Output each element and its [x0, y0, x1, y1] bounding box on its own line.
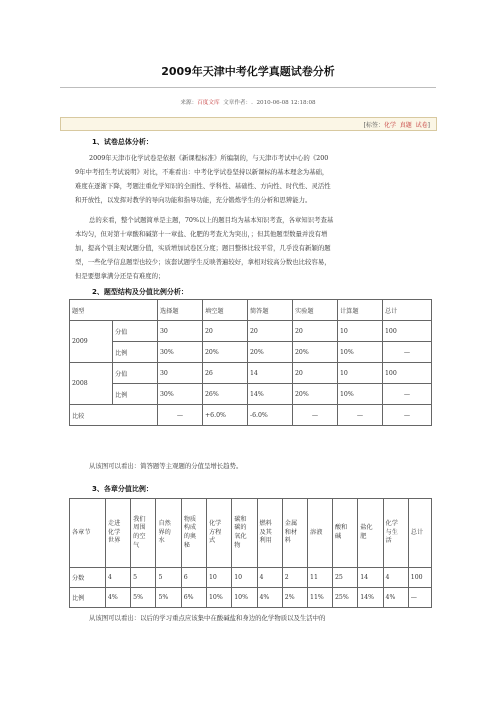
tag-list — [364, 120, 430, 129]
para1-line: 难度在逐渐下降，考题注重化学知识的全面性、学科性、基础性、方向性、时代性、灵活性 — [75, 182, 331, 191]
value-cell: 25 — [332, 568, 357, 588]
header-cell: 自然界的水 — [156, 499, 181, 568]
source-link[interactable]: 百度文库 — [197, 100, 220, 106]
publish-date: 2010-06-08 12:18:08 — [256, 100, 316, 106]
header-cell: 走进化学世界 — [105, 499, 130, 568]
section3-note: 从该图可以看出：以后的学习重点应该集中在酸碱盐和身边的化学物质以及生活中的 — [89, 614, 326, 622]
value-cell: 11 — [308, 568, 333, 588]
section1-paragraph1 — [75, 151, 431, 207]
value-cell: 4% — [257, 588, 282, 608]
table-header-row — [70, 300, 432, 321]
value-cell: 2% — [282, 588, 307, 608]
value-cell: 5 — [156, 568, 181, 588]
row-label: 分值 — [113, 363, 158, 384]
table-header-row — [70, 499, 432, 568]
value-cell: 6% — [181, 588, 206, 608]
value-cell: — — [383, 384, 432, 405]
header-cell: 题型 — [70, 300, 158, 321]
value-cell: 5% — [156, 588, 181, 608]
source-label: 来源： — [180, 100, 198, 106]
value-cell: 6 — [181, 568, 206, 588]
value-cell: 4 — [383, 568, 408, 588]
table-row — [70, 405, 432, 426]
value-cell: 14% — [358, 588, 383, 608]
header-cell: 化学与生活 — [383, 499, 408, 568]
section1-heading: 1、试卷总体分析： — [92, 138, 153, 146]
article-meta — [60, 98, 436, 106]
table-row — [70, 384, 432, 405]
value-cell: 20% — [248, 342, 293, 363]
value-cell: 14 — [358, 568, 383, 588]
tag-bar — [60, 117, 437, 131]
value-cell: 20 — [293, 363, 338, 384]
value-cell: — — [158, 405, 203, 426]
value-cell: 10% — [232, 588, 257, 608]
value-cell: — — [383, 342, 432, 363]
value-cell: 20% — [203, 342, 248, 363]
tag-close: ] — [427, 122, 430, 129]
value-cell: 100 — [408, 568, 431, 588]
value-cell: 10 — [338, 363, 383, 384]
value-cell: 100 — [383, 321, 432, 342]
header-cell: 填空题 — [203, 300, 248, 321]
value-cell: 30 — [158, 321, 203, 342]
header-cell: 金属和材料 — [282, 499, 307, 568]
section2-note: 从该图可以看出：简答题等主观题的分值呈增长趋势。 — [89, 462, 243, 470]
value-cell: 4% — [383, 588, 408, 608]
tag-real-exam[interactable]: 真题 — [399, 122, 412, 129]
value-cell: 25% — [332, 588, 357, 608]
chapter-score-table — [69, 498, 432, 608]
section2-heading: 2、题型结构及分值比例分析： — [92, 288, 188, 296]
para2-line: 但是要想拿满分还是有难度的； — [75, 272, 165, 281]
header-cell: 我们周围的空气 — [131, 499, 156, 568]
year-cell: 2008 — [70, 363, 113, 405]
tag-chemistry[interactable]: 化学 — [383, 122, 396, 129]
value-cell: 30 — [158, 363, 203, 384]
header-cell: 化学方程式 — [206, 499, 231, 568]
value-cell: 100 — [383, 363, 432, 384]
value-cell: 10% — [338, 342, 383, 363]
tag-label: [标签： — [363, 122, 384, 129]
value-cell: 10% — [206, 588, 231, 608]
author-label: 文章作者：. — [223, 100, 253, 106]
value-cell: 20 — [293, 321, 338, 342]
value-cell: 26 — [203, 363, 248, 384]
value-cell: 10% — [338, 384, 383, 405]
value-cell: 20 — [248, 321, 293, 342]
header-cell: 选择题 — [158, 300, 203, 321]
value-cell: — — [338, 405, 383, 426]
header-cell: 燃料及其利用 — [257, 499, 282, 568]
table-row — [70, 588, 432, 608]
page-title: 2009年天津中考化学真题试卷分析 — [161, 65, 335, 78]
row-label: 比例 — [70, 588, 106, 608]
value-cell: 20% — [293, 384, 338, 405]
para1-line: 9年中考招生考试说明》对比，不难看出：中考化学试卷坚持以新课标的基本理念为基础， — [75, 168, 329, 177]
value-cell: 4 — [105, 568, 130, 588]
value-cell: 20 — [203, 321, 248, 342]
header-cell: 酸和碱 — [332, 499, 357, 568]
header-cell: 实验题 — [293, 300, 338, 321]
value-cell: 4% — [105, 588, 130, 608]
row-label: 比例 — [113, 384, 158, 405]
table-row — [70, 568, 432, 588]
value-cell: 14 — [248, 363, 293, 384]
value-cell: 4 — [257, 568, 282, 588]
para2-line: 型，一些化学信息题型也较少；该套试题学生反映普遍较好，拿相对较高分数也比较容易， — [75, 258, 331, 267]
header-cell: 计算题 — [338, 300, 383, 321]
table-row — [70, 321, 432, 342]
section3-heading: 3、各章分值比例： — [92, 485, 153, 493]
value-cell: 2 — [282, 568, 307, 588]
value-cell: 26% — [203, 384, 248, 405]
value-cell: 10 — [232, 568, 257, 588]
value-cell: 10 — [206, 568, 231, 588]
para2-line: 本均匀，但对第十章酸和碱第十一章盐、化肥的考查尤为突出，；但其他题型数量并没有增 — [75, 230, 328, 239]
header-cell: 总计 — [383, 300, 432, 321]
header-cell: 碳和碳的氧化物 — [232, 499, 257, 568]
para2-line: 加，提高个别主观试题分值，实质增加试卷区分度；题目整体比较平常，几乎没有新颖的题 — [75, 244, 331, 253]
tag-exam-paper[interactable]: 试卷 — [415, 122, 428, 129]
header-cell: 盐化肥 — [358, 499, 383, 568]
para2-line: 总的来看，整个试题简单是主题，70%以上的题目均为基本知识考查，各章知识考查基 — [89, 216, 334, 224]
para1-line: 2009年天津市化学试卷是依据《新课程标准》所编制的，与天津市考试中心的《200 — [89, 154, 329, 162]
value-cell: 30% — [158, 384, 203, 405]
value-cell: -6.0% — [248, 405, 293, 426]
value-cell: 5 — [131, 568, 156, 588]
value-cell: 5% — [131, 588, 156, 608]
value-cell: 10 — [338, 321, 383, 342]
value-cell: 14% — [248, 384, 293, 405]
row-label: 分数 — [70, 568, 106, 588]
para1-line: 和开放性，以发挥对教学的导向功能和指导功能，充分锻炼学生的分析和思辨能力。 — [75, 196, 312, 205]
value-cell: 30% — [158, 342, 203, 363]
question-type-table — [69, 299, 432, 426]
row-label: 比较 — [70, 405, 158, 426]
value-cell: — — [293, 405, 338, 426]
year-cell: 2009 — [70, 321, 113, 363]
title-divider — [60, 87, 436, 88]
section1-paragraph2 — [75, 213, 431, 283]
header-cell: 物质构成的奥秘 — [181, 499, 206, 568]
value-cell: — — [408, 588, 431, 608]
header-cell: 各章节 — [70, 499, 106, 568]
value-cell: — — [383, 405, 432, 426]
value-cell: 11% — [308, 588, 333, 608]
value-cell: +6.0% — [203, 405, 248, 426]
header-cell: 简答题 — [248, 300, 293, 321]
row-label: 比例 — [113, 342, 158, 363]
table-row — [70, 342, 432, 363]
header-cell: 总计 — [408, 499, 431, 568]
value-cell: 20% — [293, 342, 338, 363]
row-label: 分值 — [113, 321, 158, 342]
header-cell: 溶液 — [308, 499, 333, 568]
table-row — [70, 363, 432, 384]
